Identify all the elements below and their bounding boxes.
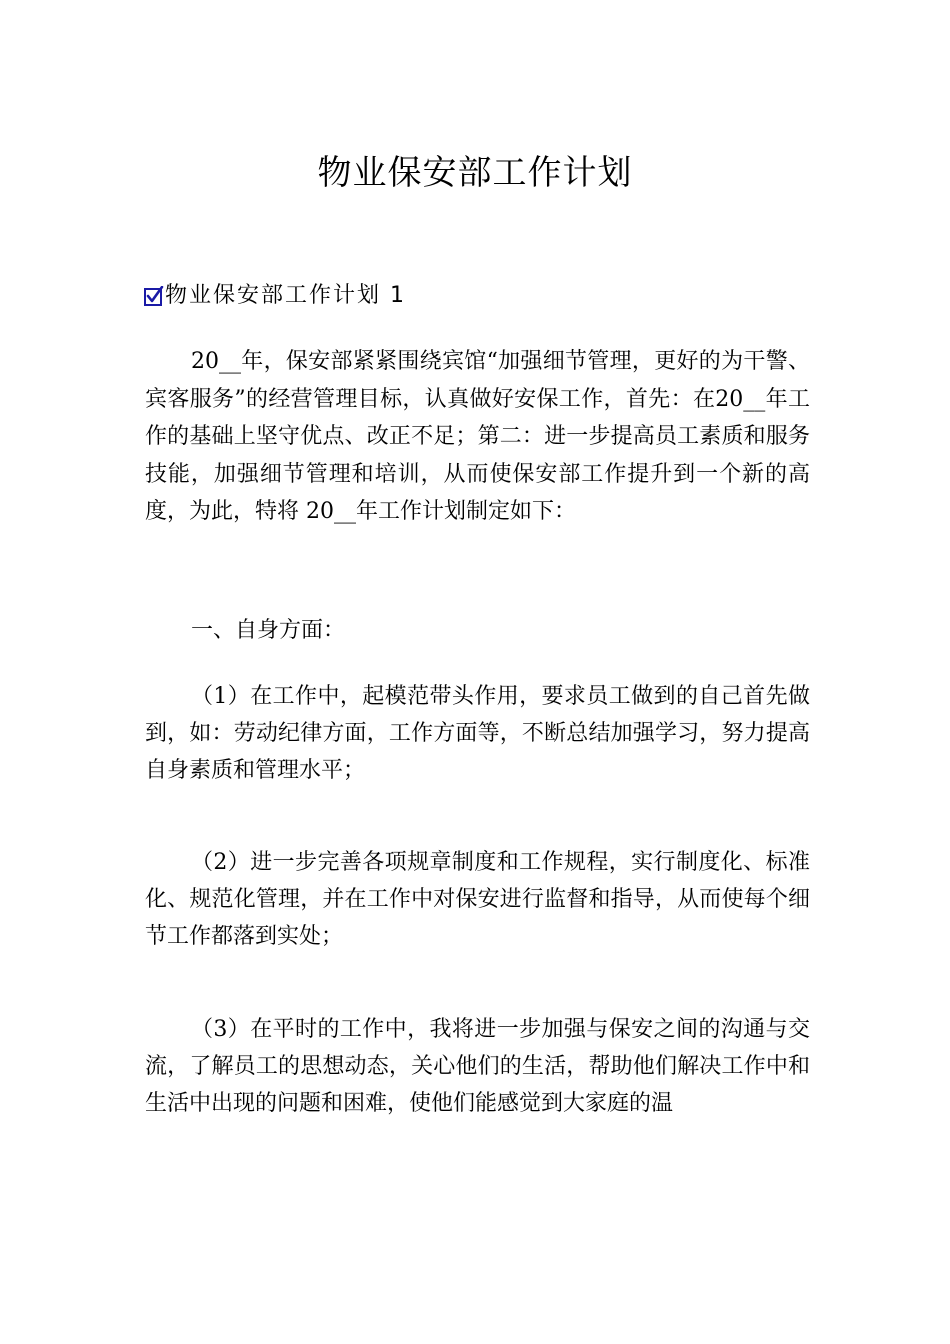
section-heading (144, 276, 406, 310)
checked-checkbox-icon (144, 290, 162, 308)
paragraph-item-1: （1）在工作中，起模范带头作用，要求员工做到的自己首先做到，如：劳动纪律方面，工作方面等，不断总结加强学习，努力提高自身素质和管理水平； (145, 684, 810, 783)
section-heading-label: 物业保安部工作计划 1 (165, 282, 406, 308)
document-title: 物业保安部工作计划 (317, 153, 633, 193)
paragraph-section-one-heading: 一、自身方面： (191, 618, 346, 643)
paragraph-intro: 20__年，保安部紧紧围绕宾馆“加强细节管理，更好的为干警、宾客服务”的经营管理目标，认真做好安保工作，首先：在20__年工作的基础上坚守优点、改正不足；第二：进一步提高员工素质和服务技能，加强细节管理和培训，从而使保安部工作提升到一个新的高度，为此，特将 20__年工作计划制定如下： (145, 349, 810, 524)
paragraph-item-2: （2）进一步完善各项规章制度和工作规程，实行制度化、标准化、规范化管理，并在工作中对保安进行监督和指导，从而使每个细节工作都落到实处； (145, 850, 810, 949)
paragraph-item-3: （3）在平时的工作中，我将进一步加强与保安之间的沟通与交流，了解员工的思想动态，关心他们的生活，帮助他们解决工作中和生活中出现的问题和困难，使他们能感觉到大家庭的温 (145, 1017, 810, 1116)
